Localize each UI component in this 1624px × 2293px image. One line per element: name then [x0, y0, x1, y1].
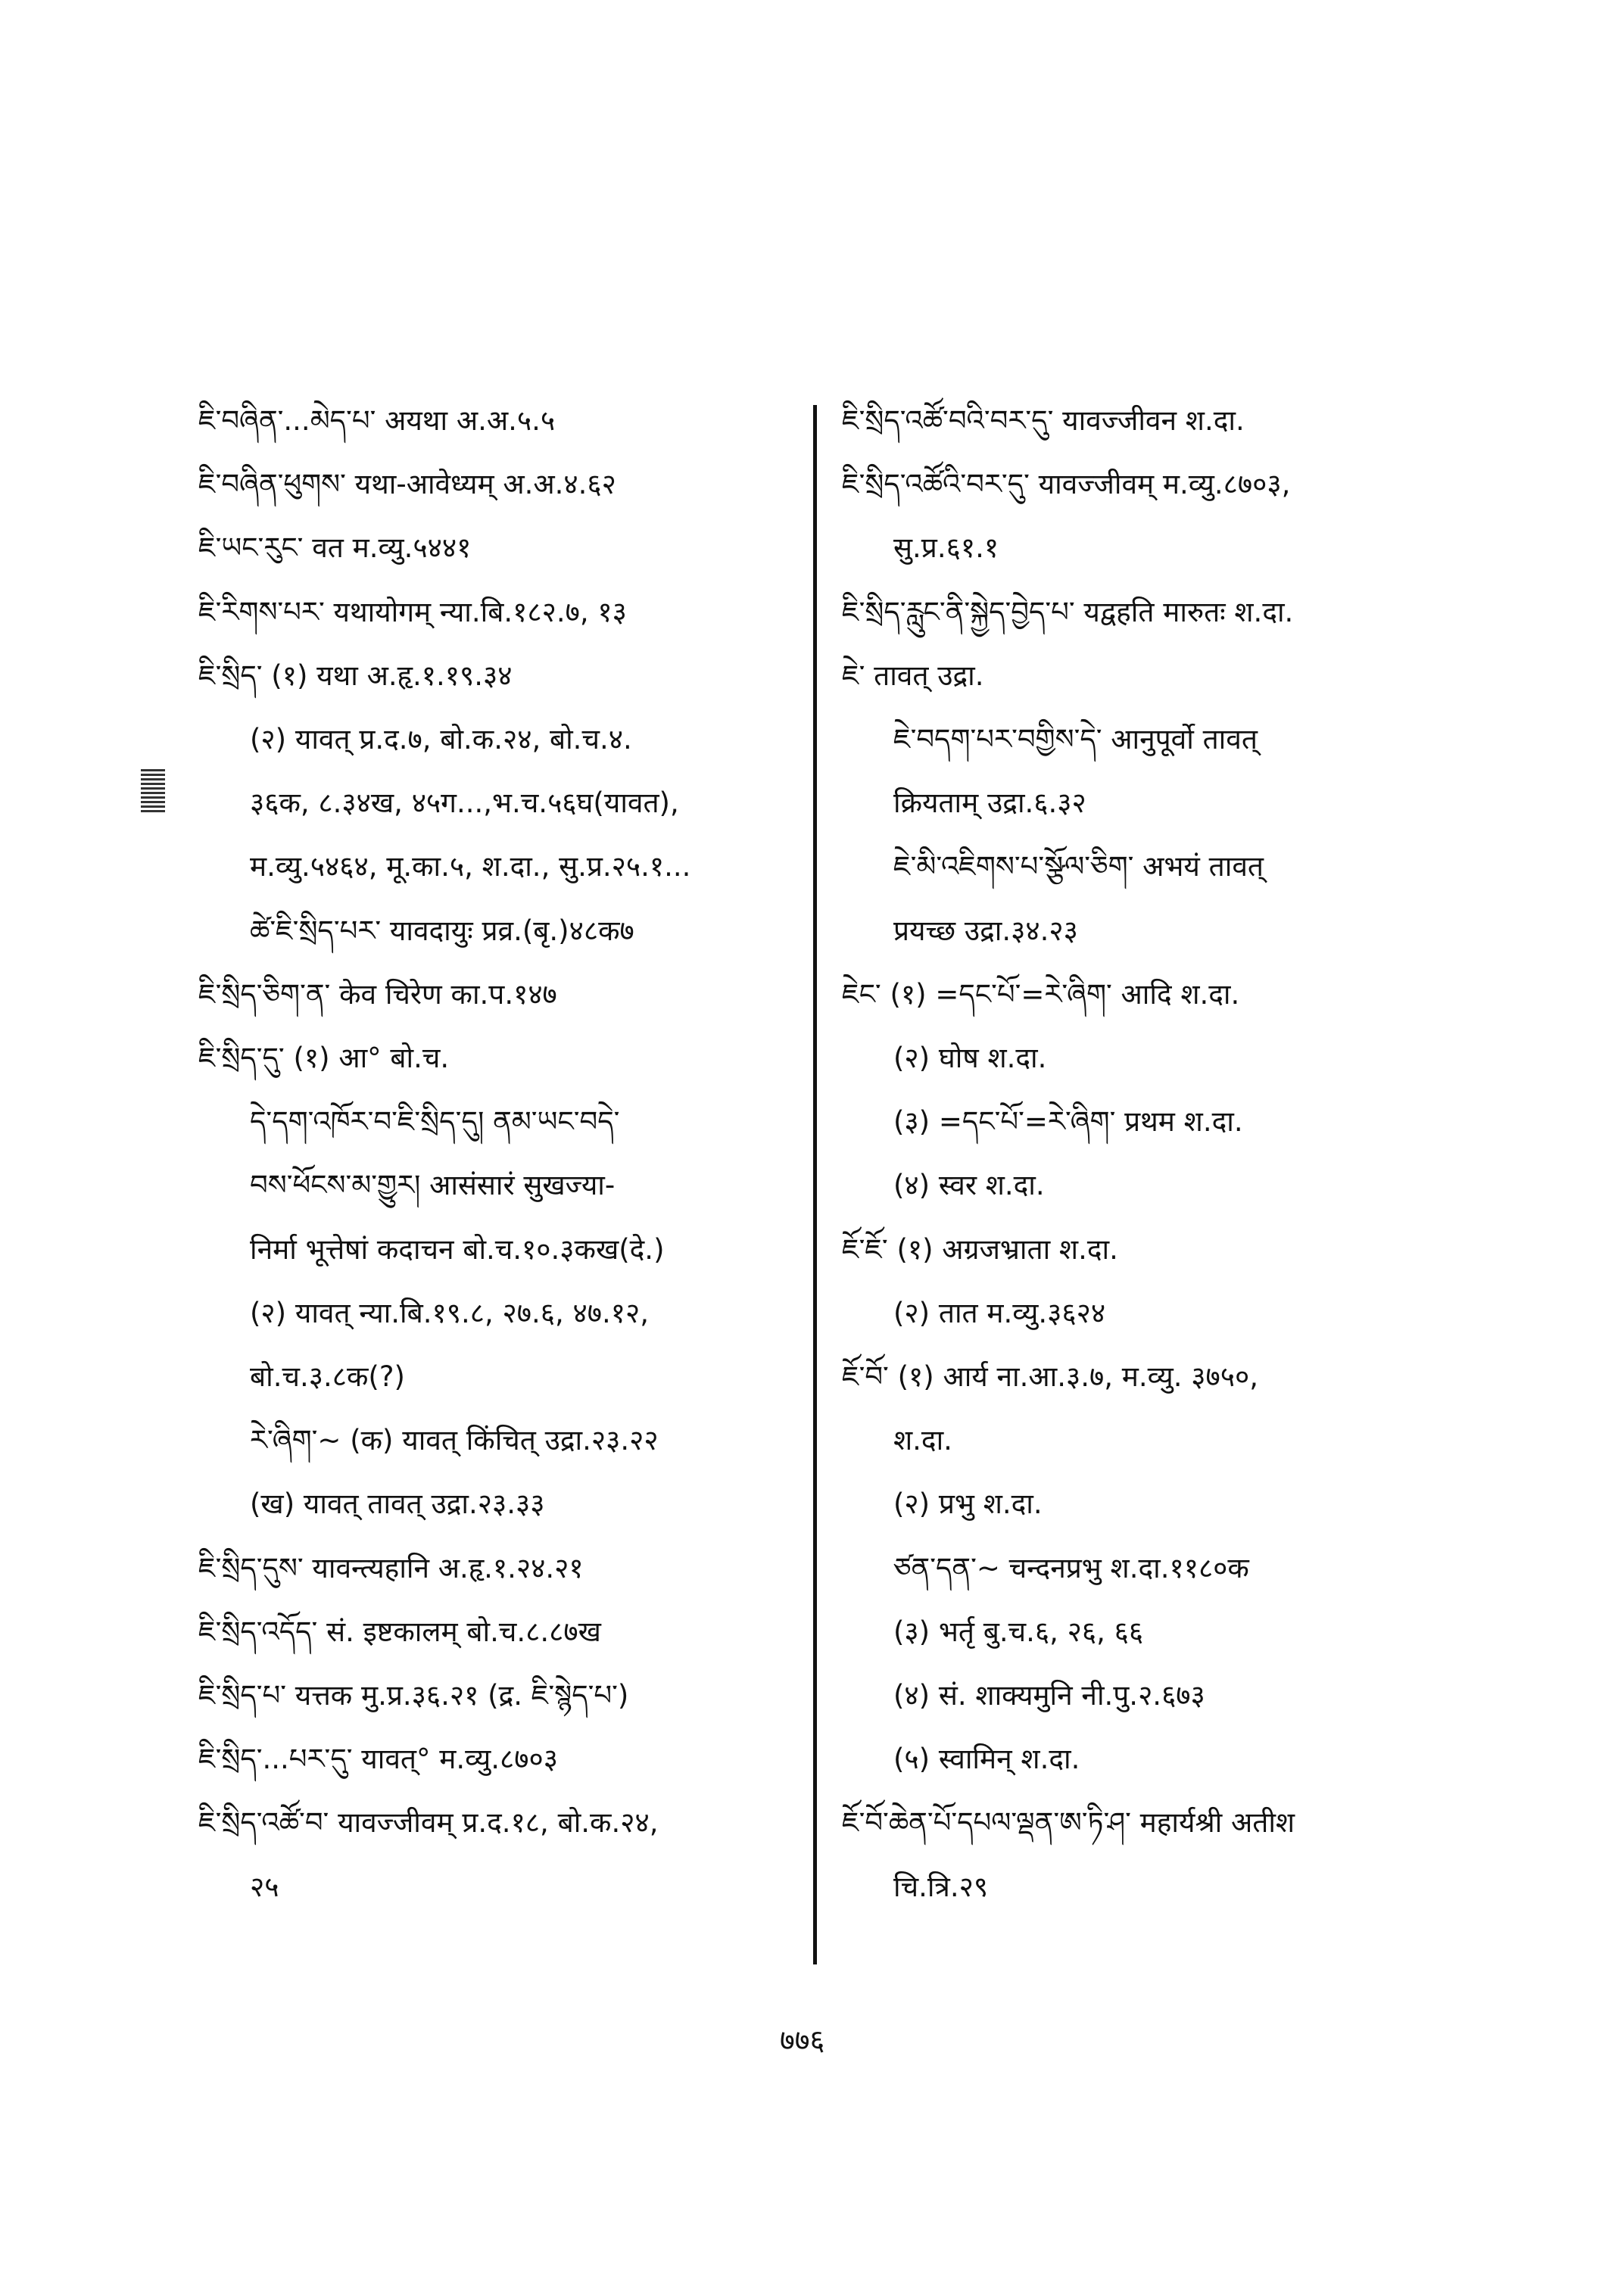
entry-line: ཇོ་བོ་ཆེན་པོ་དཔལ་ལྡན་ཨ་ཏི་ཤ་ महार्यश्री अतीश	[842, 1806, 1295, 1839]
entry-line: ཇེ་བདག་པར་བགྱིས་དེ་ आनुपूर्वो तावत्	[893, 723, 1258, 756]
entry-line: ཚེ་ཇི་སྲིད་པར་ यावदायुः प्रव्र.(बृ.)४८क७	[250, 914, 634, 947]
entry-line: (४) स्वर श.दा.	[893, 1169, 1045, 1201]
entry-line: (२) यावत् प्र.द.७, बो.क.२४, बो.च.४.	[250, 723, 632, 756]
entry-line: ཇི་རིགས་པར་ यथायोगम् न्या.बि.१८२.७, १३	[198, 596, 627, 628]
entry-line: क्रियताम् उद्रा.६.३२	[893, 787, 1086, 819]
entry-line: (२) प्रभु श.दा.	[893, 1488, 1043, 1520]
entry-line: ཇི་སྲིད་ (१) यथा अ.हृ.१.१९.३४	[198, 659, 513, 692]
entry-line: ཇི་སྲིད་འཚོའི་བར་དུ་ यावज्जीवम् म.व्यु.८७०३,	[842, 468, 1291, 500]
entry-line: (३) भर्तृ बु.च.६, २६, ६६	[893, 1615, 1144, 1648]
entry-line: ཇི་སྲིད་དུ་ (१) आ° बो.च.	[198, 1042, 450, 1074]
entry-line: ཇི་སྲིད་...པར་དུ་ यावत्° म.व्यु.८७०३	[198, 1743, 558, 1775]
entry-line: (४) सं. शाक्यमुनि नी.पु.२.६७३	[893, 1679, 1205, 1712]
entry-line: ཇི་སྲིད་འཚོ་བ་ यावज्जीवम् प्र.द.१८, बो.क.२४,	[198, 1806, 659, 1839]
entry-line: प्रयच्छ उद्रा.३४.२३	[893, 914, 1078, 947]
entry-line: (ख) यावत् तावत् उद्रा.२३.३३	[250, 1488, 545, 1520]
entry-line: निर्मा भूत्तेषां कदाचन बो.च.१०.३कख(दे.)	[250, 1233, 665, 1266]
entry-line: ཇེ་མི་འཇིགས་པ་སྩོལ་ཅིག་ अभयं तावत्	[893, 850, 1264, 883]
entry-line: ཇེང་ (१) =དང་པོ་=རེ་ཞིག་ आदि श.दा.	[842, 978, 1240, 1011]
entry-line: ཇི་སྲིད་པ་ यत्तक मु.प्र.३६.२१ (द्र. ཇི་སྙེད་པ་)	[198, 1679, 629, 1712]
entry-line: सु.प्र.६१.१	[893, 531, 999, 564]
entry-line: (२) यावत् न्या.बि.१९.८, २७.६, ४७.१२,	[250, 1297, 650, 1329]
page-number: ७७६	[780, 2024, 825, 2057]
entry-line: (५) स्वामिन् श.दा.	[893, 1743, 1080, 1775]
entry-line: ३६क, ८.३४ख, ४५ग...,भ.च.५६घ(यावत),	[250, 787, 679, 819]
entry-line: རེ་ཞིག་~ (क) यावत् किंचित् उद्रा.२३.२२	[250, 1424, 659, 1456]
entry-line: ཇི་བཞིན་...མེད་པ་ अयथा अ.अ.५.५	[198, 404, 556, 437]
entry-line: म.व्यु.५४६४, मू.का.५, श.दा., सु.प्र.२५.१...	[250, 850, 691, 883]
entry-line: ཇེ་ तावत् उद्रा.	[842, 659, 984, 692]
entry-line: ཇི་སྲིད་ཅིག་ན་ केव चिरेण का.प.१४७	[198, 978, 557, 1011]
entry-line: ཙན་དན་~ चन्दनप्रभु श.दा.११८०क	[893, 1552, 1249, 1584]
entry-line: श.दा.	[893, 1424, 952, 1456]
entry-line: ཇི་སྲིད་དུས་ यावन्त्यहानि अ.हृ.१.२४.२१	[198, 1552, 584, 1584]
margin-marker	[141, 769, 165, 815]
entry-line: ཇི་སྲིད་འཚོ་བའི་བར་དུ་ यावज्जीवन श.दा.	[842, 404, 1245, 437]
entry-line: དེ་དག་འཁོར་བ་ཇི་སྲིད་དུ། ནམ་ཡང་བདེ་	[250, 1105, 620, 1138]
entry-line: ཇི་སྲིད་འདོད་ सं. इष्टकालम् बो.च.८.८७ख	[198, 1615, 601, 1648]
entry-line: ཇི་སྲིད་རླུང་ནི་སྐྱེད་བྱེད་པ་ यद्वहति मारुतः श.दा.	[842, 596, 1294, 628]
entry-line: ཇི་ཡང་རུང་ वत म.व्यु.५४४१	[198, 531, 472, 564]
entry-line: २५	[250, 1871, 279, 1903]
entry-line: ཇི་བཞིན་ཕུགས་ यथा-आवेध्यम् अ.अ.४.६२	[198, 468, 616, 500]
entry-line: ཇོ་བོ་ (१) आर्य ना.आ.३.७, म.व्यु. ३७५०,	[842, 1360, 1258, 1393]
column-divider	[813, 405, 817, 1964]
entry-line: (३) =དང་པོ་=རེ་ཞིག་ प्रथम श.दा.	[893, 1105, 1243, 1138]
entry-line: ཇོ་ཇོ་ (१) अग्रजभ्राता श.दा.	[842, 1233, 1118, 1266]
entry-line: (२) तात म.व्यु.३६२४	[893, 1297, 1106, 1329]
entry-line: चि.त्रि.२९	[893, 1871, 989, 1903]
entry-line: བས་ཕོངས་མ་གྱུར། आसंसारं सुखज्या-	[250, 1169, 616, 1201]
entry-line: (२) घोष श.दा.	[893, 1042, 1047, 1074]
entry-line: बो.च.३.८क(?)	[250, 1360, 405, 1393]
